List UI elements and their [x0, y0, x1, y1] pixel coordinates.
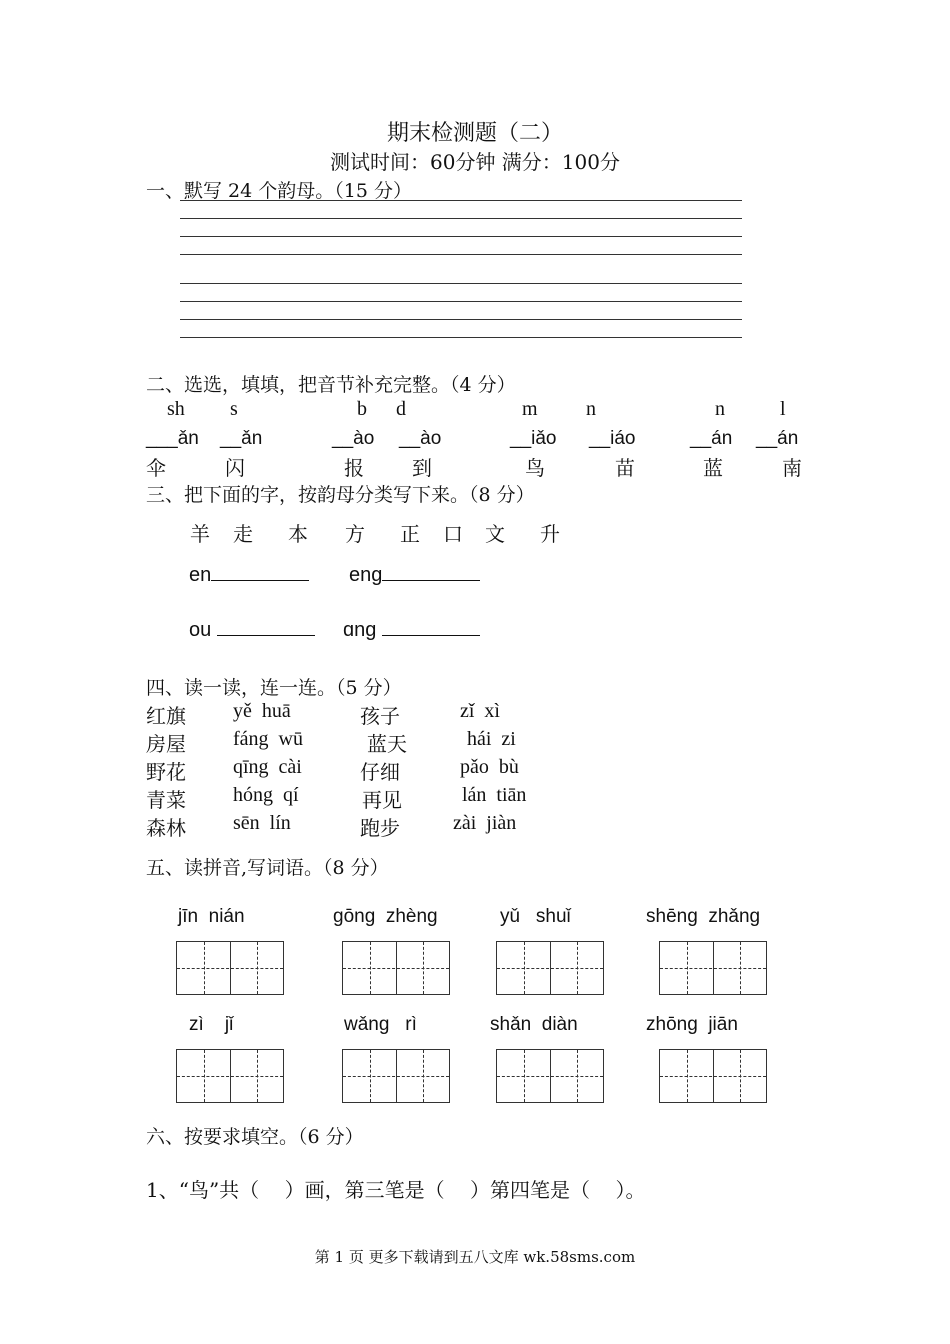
page-footer: 第 1 页 更多下载请到五八文库 wk.58sms.com: [314, 1248, 636, 1266]
writing-line: [180, 200, 742, 201]
syllable-char: 苗: [615, 456, 635, 480]
writing-line: [180, 218, 742, 219]
word-pinyin: gōng zhèng: [333, 906, 438, 927]
choice: n: [586, 398, 596, 420]
match-word: 孩子: [360, 704, 400, 728]
match-word: 红旗: [146, 704, 186, 728]
choice: l: [780, 398, 786, 420]
classify-char: 方: [345, 522, 365, 546]
match-pinyin: sēn lín: [233, 812, 291, 834]
syllable-blank: __ào: [332, 428, 375, 449]
rhyme-label: ɑng: [343, 619, 377, 641]
match-pinyin: hái zi: [467, 728, 516, 750]
classify-char: 走: [233, 522, 253, 546]
word-pinyin: jīn nián: [178, 906, 245, 927]
match-word: 再见: [362, 788, 402, 812]
writing-grid[interactable]: [176, 1049, 284, 1103]
match-pinyin: fáng wū: [233, 728, 303, 750]
choice: m: [522, 398, 538, 420]
choice: b: [357, 398, 367, 420]
syllable-blank: __án: [690, 428, 733, 449]
match-word: 房屋: [146, 732, 186, 756]
syllable-char: 南: [782, 456, 802, 480]
answer-row-eng: [349, 562, 480, 587]
answer-row-en: [189, 562, 309, 587]
writing-grid[interactable]: [659, 1049, 767, 1103]
answer-blank[interactable]: [382, 562, 480, 581]
match-word: 野花: [146, 760, 186, 784]
match-word: 仔细: [360, 760, 400, 784]
writing-grid[interactable]: [496, 1049, 604, 1103]
writing-line: [180, 236, 742, 237]
match-word: 森林: [146, 816, 186, 840]
word-pinyin: zì jǐ: [189, 1014, 234, 1035]
word-pinyin: shēng zhǎng: [646, 906, 761, 927]
writing-grid[interactable]: [176, 941, 284, 995]
choice: s: [230, 398, 238, 420]
syllable-blank: __ào: [399, 428, 442, 449]
answer-row-ou: [189, 617, 315, 642]
classify-char: 文: [485, 522, 505, 546]
match-pinyin: hóng qí: [233, 784, 299, 806]
section4-heading: 四、读一读，连一连。（5 分）: [146, 677, 402, 699]
match-pinyin: zài jiàn: [453, 812, 517, 834]
choice: sh: [167, 398, 185, 420]
section2-heading: 二、选选，填填，把音节补充完整。（4 分）: [146, 374, 516, 396]
syllable-char: 蓝: [703, 456, 723, 480]
word-pinyin: yǔ shuǐ: [500, 906, 571, 927]
syllable-char: 报: [344, 456, 364, 480]
writing-line: [180, 337, 742, 338]
word-pinyin: wǎng rì: [344, 1014, 417, 1035]
classify-char: 正: [400, 522, 420, 546]
writing-grid[interactable]: [659, 941, 767, 995]
syllable-char: 闪: [225, 456, 245, 480]
syllable-char: 伞: [146, 456, 166, 480]
answer-blank[interactable]: [382, 617, 480, 636]
answer-blank[interactable]: [217, 617, 315, 636]
writing-line: [180, 301, 742, 302]
match-pinyin: yě huā: [233, 700, 291, 722]
match-word: 蓝天: [367, 732, 407, 756]
choice: n: [715, 398, 725, 420]
page-subtitle: 测试时间：60分钟 满分：100分: [330, 150, 620, 174]
word-pinyin: zhōng jiān: [646, 1014, 738, 1035]
answer-row-ang: [343, 617, 480, 642]
match-pinyin: lán tiān: [462, 784, 527, 806]
syllable-blank: __iáo: [589, 428, 636, 449]
writing-line: [180, 254, 742, 255]
classify-char: 口: [443, 522, 463, 546]
classify-char: 本: [288, 522, 308, 546]
choice: d: [396, 398, 406, 420]
syllable-blank: __ǎn: [220, 428, 263, 449]
syllable-blank: __iǎo: [510, 428, 557, 449]
writing-line: [180, 283, 742, 284]
answer-blank[interactable]: [211, 562, 309, 581]
match-word: 跑步: [360, 816, 400, 840]
page-title: 期末检测题（二）: [386, 121, 563, 146]
classify-char: 羊: [190, 522, 210, 546]
writing-grid[interactable]: [496, 941, 604, 995]
section3-heading: 三、把下面的字，按韵母分类写下来。（8 分）: [146, 484, 535, 506]
match-pinyin: zǐ xì: [460, 700, 500, 722]
writing-grid[interactable]: [342, 1049, 450, 1103]
word-pinyin: shǎn diàn: [490, 1014, 578, 1035]
syllable-char: 到: [412, 456, 432, 480]
rhyme-label: en: [189, 564, 212, 586]
rhyme-label: ou: [189, 619, 212, 641]
syllable-char: 鸟: [525, 456, 545, 480]
writing-line: [180, 319, 742, 320]
section5-heading: 五、读拼音,写词语。（8 分）: [146, 857, 389, 879]
classify-char: 升: [540, 522, 560, 546]
question-1: 1、“鸟”共（ ）画，第三笔是（ ）第四笔是（ ）。: [146, 1178, 646, 1202]
match-word: 青菜: [146, 788, 186, 812]
writing-grid[interactable]: [342, 941, 450, 995]
match-pinyin: pǎo bù: [460, 756, 519, 778]
match-pinyin: qīng cài: [233, 756, 302, 778]
section1-heading: 一、默写 24 个韵母。（15 分）: [146, 180, 412, 202]
section6-heading: 六、按要求填空。（6 分）: [146, 1126, 364, 1148]
syllable-blank: __án: [756, 428, 799, 449]
syllable-blank: ___ǎn: [146, 428, 199, 449]
rhyme-label: eng: [349, 564, 383, 586]
